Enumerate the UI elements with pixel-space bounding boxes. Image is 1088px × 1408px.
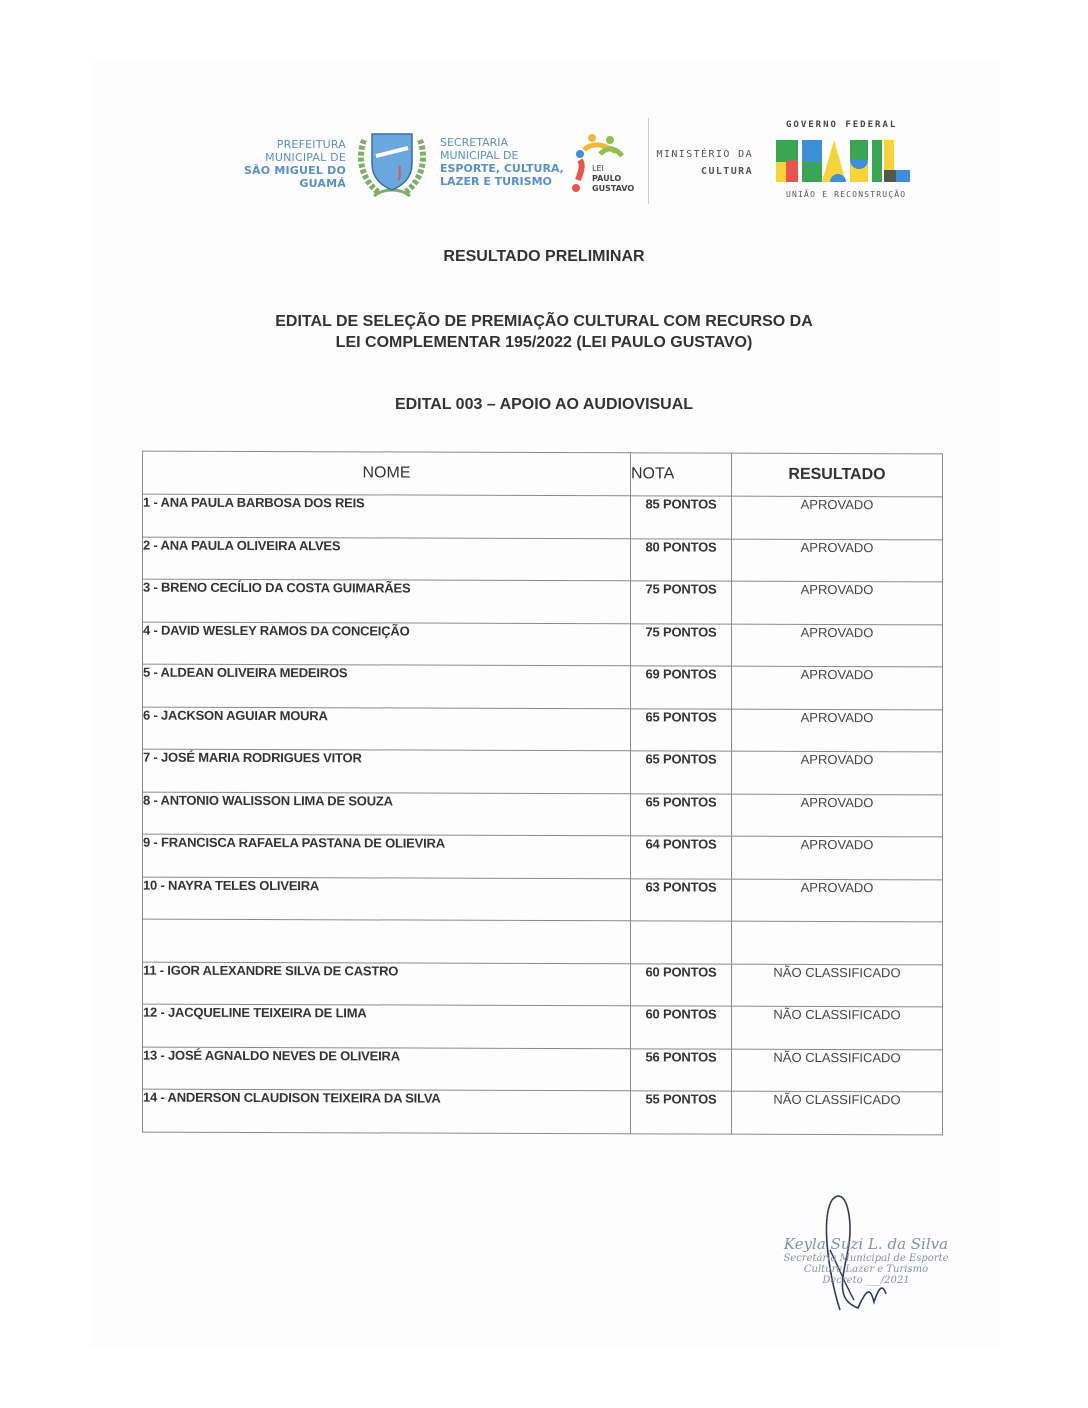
- page-title: RESULTADO PRELIMINAR: [443, 248, 645, 265]
- candidate-name: 11 - IGOR ALEXANDRE SILVA DE CASTRO: [143, 962, 631, 1006]
- ministerio-line: MINISTÉRIO DA: [656, 149, 753, 160]
- candidate-result: APROVADO: [732, 624, 943, 667]
- table-row: [143, 792, 943, 837]
- divider: [648, 118, 649, 204]
- candidate-name: 2 - ANA PAULA OLIVEIRA ALVES: [143, 537, 631, 581]
- candidate-score: 56 PONTOS: [631, 1048, 732, 1091]
- secretaria-label: [440, 136, 570, 188]
- candidate-score: 75 PONTOS: [631, 623, 732, 666]
- candidate-score: 80 PONTOS: [631, 538, 732, 581]
- candidate-name: 13 - JOSÉ AGNALDO NEVES DE OLIVEIRA: [143, 1047, 631, 1091]
- candidate-result: APROVADO: [732, 539, 943, 582]
- ministerio-label: [655, 146, 753, 180]
- separator-row: [143, 919, 943, 964]
- table-row: [143, 537, 943, 582]
- candidate-score: 65 PONTOS: [631, 793, 732, 836]
- lei-paulo-gustavo-logo: [570, 130, 640, 202]
- brasil-logo-icon: [774, 136, 914, 186]
- signatory-role: Secretária Municipal de Esporte: [783, 1253, 949, 1264]
- lpg-line: GUSTAVO: [592, 184, 635, 193]
- signatory-name: Keyla Suzi L. da Silva: [783, 1235, 949, 1253]
- candidate-score: 55 PONTOS: [631, 1091, 732, 1134]
- prefeitura-line: PREFEITURA: [276, 138, 346, 151]
- signatory-role: Cultura Lazer e Turismo: [803, 1264, 929, 1275]
- secretaria-line: MUNICIPAL DE: [440, 149, 519, 162]
- candidate-score: 69 PONTOS: [631, 666, 732, 709]
- table-row: [143, 749, 943, 794]
- candidate-result: APROVADO: [732, 836, 943, 879]
- results-table: [142, 451, 943, 1135]
- governo-federal-logo: [770, 118, 920, 210]
- prefeitura-line: SÃO MIGUEL DO GUAMÁ: [243, 164, 346, 190]
- table-row: [143, 877, 943, 922]
- secretaria-line: LAZER E TURISMO: [440, 175, 552, 188]
- candidate-name: 5 - ALDEAN OLIVEIRA MEDEIROS: [143, 664, 631, 708]
- candidate-result: APROVADO: [732, 751, 943, 794]
- lei-paulo-gustavo-text: [592, 164, 634, 194]
- candidate-result: APROVADO: [732, 496, 943, 539]
- candidate-result: NÃO CLASSIFICADO: [732, 1049, 943, 1092]
- candidate-score: 63 PONTOS: [631, 878, 732, 921]
- table-row: [143, 834, 943, 879]
- candidate-score: 65 PONTOS: [631, 708, 732, 751]
- candidate-name: 7 - JOSÉ MARIA RODRIGUES VITOR: [143, 749, 631, 793]
- candidate-result: NÃO CLASSIFICADO: [732, 1091, 943, 1134]
- lpg-line: PAULO: [592, 174, 622, 183]
- governo-federal-label: GOVERNO FEDERAL: [786, 120, 898, 130]
- table-row: [143, 622, 943, 667]
- candidate-name: 14 - ANDERSON CLAUDISON TEIXEIRA DA SILVA: [143, 1089, 631, 1133]
- candidate-result: APROVADO: [732, 709, 943, 752]
- column-header-result: RESULTADO: [732, 453, 943, 497]
- empty-cell: [631, 921, 732, 964]
- empty-cell: [143, 919, 631, 963]
- candidate-name: 6 - JACKSON AGUIAR MOURA: [143, 707, 631, 751]
- table-row: [143, 579, 943, 624]
- candidate-score: 75 PONTOS: [631, 581, 732, 624]
- table-row: [143, 707, 943, 752]
- table-row: [143, 494, 943, 539]
- table-row: [143, 962, 943, 1007]
- candidate-name: 12 - JACQUELINE TEIXEIRA DE LIMA: [143, 1004, 631, 1048]
- edital-title-line: EDITAL DE SELEÇÃO DE PREMIAÇÃO CULTURAL COM RECURSO DA: [275, 313, 813, 330]
- edital-title: [0, 311, 1088, 353]
- candidate-name: 8 - ANTONIO WALISSON LIMA DE SOUZA: [143, 792, 631, 836]
- table-header-row: [143, 451, 943, 497]
- candidate-name: 4 - DAVID WESLEY RAMOS DA CONCEIÇÃO: [143, 622, 631, 666]
- candidate-result: APROVADO: [732, 666, 943, 709]
- signatory-decree: Decreto ___/2021: [822, 1275, 910, 1286]
- candidate-score: 85 PONTOS: [631, 496, 732, 539]
- lpg-line: LEI: [592, 164, 604, 173]
- candidate-name: 1 - ANA PAULA BARBOSA DOS REIS: [143, 494, 631, 538]
- signature-caption: [776, 1236, 956, 1286]
- secretaria-line: SECRETARIA: [440, 136, 509, 149]
- letterhead: [0, 118, 1088, 218]
- empty-cell: [732, 921, 943, 964]
- candidate-score: 65 PONTOS: [631, 751, 732, 794]
- municipal-crest-icon: [356, 126, 428, 200]
- column-header-score: NOTA: [631, 453, 732, 496]
- candidate-name: 10 - NAYRA TELES OLIVEIRA: [143, 877, 631, 921]
- candidate-score: 64 PONTOS: [631, 836, 732, 879]
- prefeitura-label: [198, 138, 346, 190]
- governo-federal-slogan: UNIÃO E RECONSTRUÇÃO: [786, 190, 907, 199]
- signature-block: [770, 1190, 970, 1330]
- candidate-name: 3 - BRENO CECÍLIO DA COSTA GUIMARÃES: [143, 579, 631, 623]
- candidate-score: 60 PONTOS: [631, 1006, 732, 1049]
- prefeitura-line: MUNICIPAL DE: [265, 151, 346, 164]
- candidate-name: 9 - FRANCISCA RAFAELA PASTANA DE OLIEVIRA: [143, 834, 631, 878]
- column-header-name: NOME: [143, 451, 631, 496]
- candidate-result: NÃO CLASSIFICADO: [732, 964, 943, 1007]
- table-row: [143, 1047, 943, 1092]
- edital-number: EDITAL 003 – APOIO AO AUDIOVISUAL: [394, 396, 694, 413]
- table-row: [143, 1089, 943, 1134]
- table-row: [143, 664, 943, 709]
- candidate-result: APROVADO: [732, 794, 943, 837]
- candidate-result: APROVADO: [732, 879, 943, 922]
- candidate-result: NÃO CLASSIFICADO: [732, 1006, 943, 1049]
- edital-title-line: LEI COMPLEMENTAR 195/2022 (LEI PAULO GUSTAVO): [335, 334, 753, 351]
- candidate-result: APROVADO: [732, 581, 943, 624]
- secretaria-line: ESPORTE, CULTURA,: [440, 162, 564, 175]
- candidate-score: 60 PONTOS: [631, 963, 732, 1006]
- table-row: [143, 1004, 943, 1049]
- ministerio-line: CULTURA: [701, 166, 753, 177]
